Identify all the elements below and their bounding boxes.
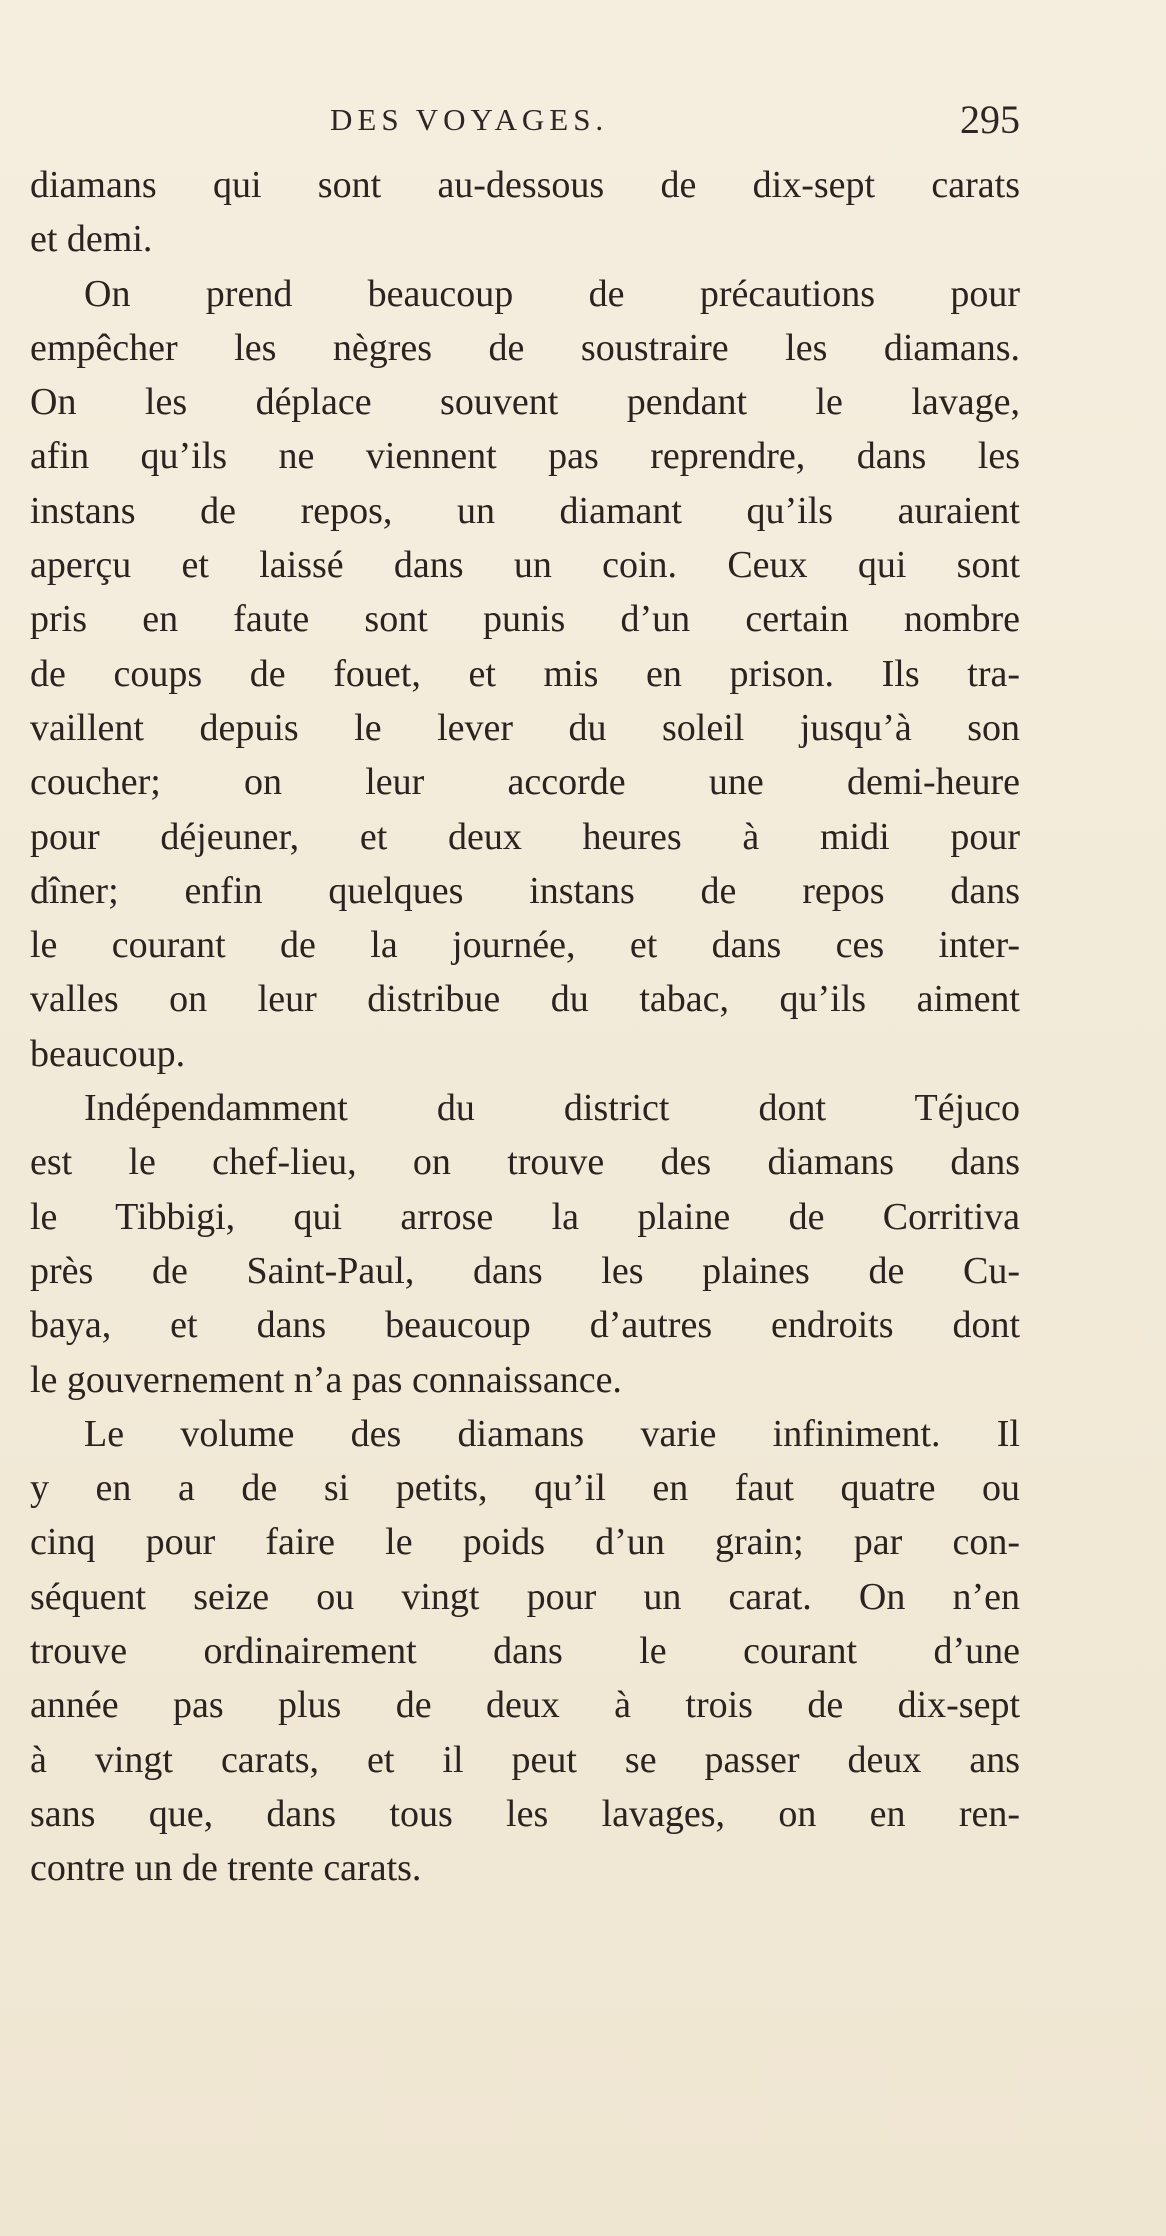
text-line: beaucoup. bbox=[30, 1032, 186, 1075]
text-line: vaillent depuis le lever du soleil jusqu’à son bbox=[30, 706, 1020, 749]
text-line: Indépendamment du district dont Téjuco bbox=[84, 1087, 1020, 1130]
text-line: diamans qui sont au-dessous de dix-sept carats bbox=[30, 164, 1020, 206]
text-line: Le volume des diamans varie infiniment. Il bbox=[84, 1412, 1020, 1455]
text-line: le Tibbigi, qui arrose la plaine de Corritiva bbox=[30, 1195, 1020, 1238]
text-line: valles on leur distribue du tabac, qu’ils aiment bbox=[30, 978, 1020, 1021]
text-line: est le chef-lieu, on trouve des diamans dans bbox=[30, 1141, 1020, 1184]
text-line: empêcher les nègres de soustraire les diamans. bbox=[30, 326, 1020, 369]
text-line: pour déjeuner, et deux heures à midi pour bbox=[30, 815, 1020, 858]
page-header bbox=[30, 97, 1020, 150]
text-line: le gouvernement n’a pas connaissance. bbox=[30, 1358, 622, 1401]
text-line: trouve ordinairement dans le courant d’une bbox=[30, 1630, 1020, 1673]
text-line: y en a de si petits, qu’il en faut quatre ou bbox=[30, 1467, 1020, 1510]
text-line: instans de repos, un diamant qu’ils auraient bbox=[30, 489, 1020, 532]
text-line: de coups de fouet, et mis en prison. Ils tra- bbox=[30, 652, 1020, 695]
text-line: baya, et dans beaucoup d’autres endroits dont bbox=[30, 1304, 1020, 1347]
text-line: coucher; on leur accorde une demi-heure bbox=[30, 761, 1020, 804]
text-line: année pas plus de deux à trois de dix-sept bbox=[30, 1684, 1020, 1727]
text-line: On prend beaucoup de précautions pour bbox=[84, 272, 1020, 315]
text-line: et demi. bbox=[30, 218, 153, 261]
text-line: cinq pour faire le poids d’un grain; par con- bbox=[30, 1521, 1020, 1564]
running-head: DES VOYAGES. bbox=[330, 102, 609, 137]
text-line: On les déplace souvent pendant le lavage, bbox=[30, 381, 1020, 424]
text-line: contre un de trente carats. bbox=[30, 1847, 422, 1890]
text-line: à vingt carats, et il peut se passer deux ans bbox=[30, 1738, 1020, 1781]
body-text bbox=[30, 158, 1020, 1896]
text-line: séquent seize ou vingt pour un carat. On n’en bbox=[30, 1575, 1020, 1618]
text-line: pris en faute sont punis d’un certain nombre bbox=[30, 598, 1020, 641]
text-line: le courant de la journée, et dans ces inter- bbox=[30, 924, 1020, 967]
text-line: dîner; enfin quelques instans de repos dans bbox=[30, 869, 1020, 912]
page-number: 295 bbox=[960, 97, 1020, 142]
text-line: afin qu’ils ne viennent pas reprendre, dans les bbox=[30, 435, 1020, 478]
text-line: près de Saint-Paul, dans les plaines de Cu- bbox=[30, 1249, 1020, 1292]
text-line: sans que, dans tous les lavages, on en ren- bbox=[30, 1792, 1020, 1835]
text-line: aperçu et laissé dans un coin. Ceux qui sont bbox=[30, 544, 1020, 587]
